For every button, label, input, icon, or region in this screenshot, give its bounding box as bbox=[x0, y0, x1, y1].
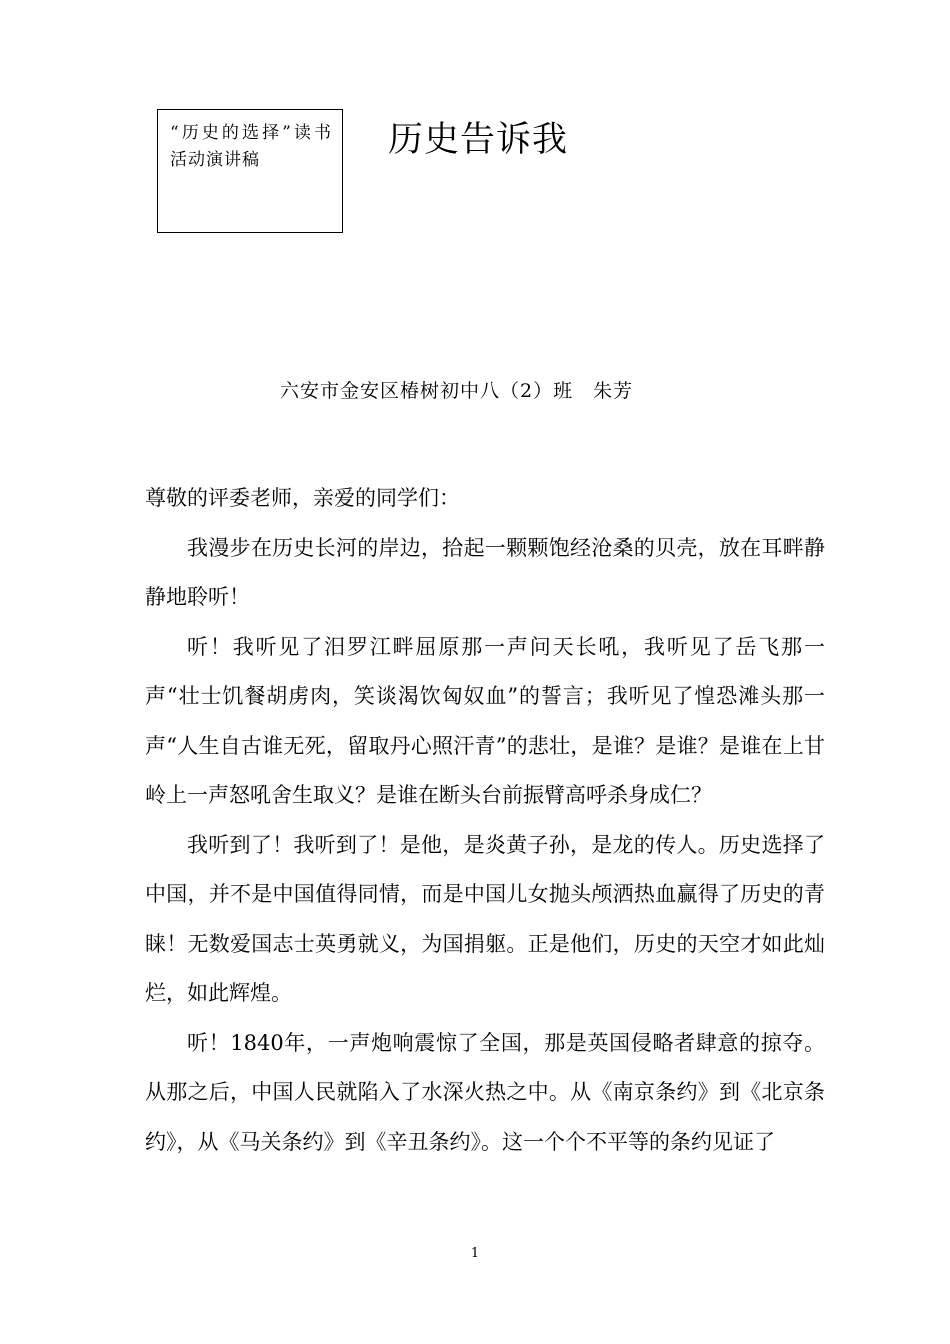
paragraph: 听！我听见了汨罗江畔屈原那一声问天长吼，我听见了岳飞那一声“壮士饥餐胡虏肉，笑谈渴饮匈奴血”的誓言；我听见了惶恐滩头那一声“人生自古谁无死，留取丹心照汗青”的悲壮，是谁？是谁？是谁在上甘岭上一声怒吼舍生取义？是谁在断头台前振臂高呼杀身成仁？ bbox=[145, 634, 825, 807]
speech-body bbox=[145, 474, 825, 1167]
author-line: 六安市金安区椿树初中八（2）班 朱芳 bbox=[280, 380, 634, 402]
paragraph: 我听到了！我听到了！是他，是炎黄子孙，是龙的传人。历史选择了中国，并不是中国值得同情，而是中国儿女抛头颅洒热血赢得了历史的青睐！无数爱国志士英勇就义，为国捐躯。正是他们，历史的天空才如此灿烂，如此辉煌。 bbox=[145, 832, 825, 1005]
paragraph: 我漫步在历史长河的岸边，拾起一颗颗饱经沧桑的贝壳，放在耳畔静静地聆听！ bbox=[145, 535, 825, 609]
speech-label-box bbox=[157, 109, 343, 233]
paragraph: 听！1840年，一声炮响震惊了全国，那是英国侵略者肆意的掠夺。从那之后，中国人民就陷入了水深火热之中。从《南京条约》到《北京条约》，从《马关条约》到《辛丑条约》。这一个个不平等的条约见证了 bbox=[145, 1030, 825, 1154]
page-number: 1 bbox=[470, 1246, 480, 1261]
speech-label-text: “历史的选择”读书活动演讲稿 bbox=[170, 123, 332, 170]
document-title: 历史告诉我 bbox=[388, 120, 569, 160]
salutation: 尊敬的评委老师，亲爱的同学们： bbox=[145, 486, 460, 510]
